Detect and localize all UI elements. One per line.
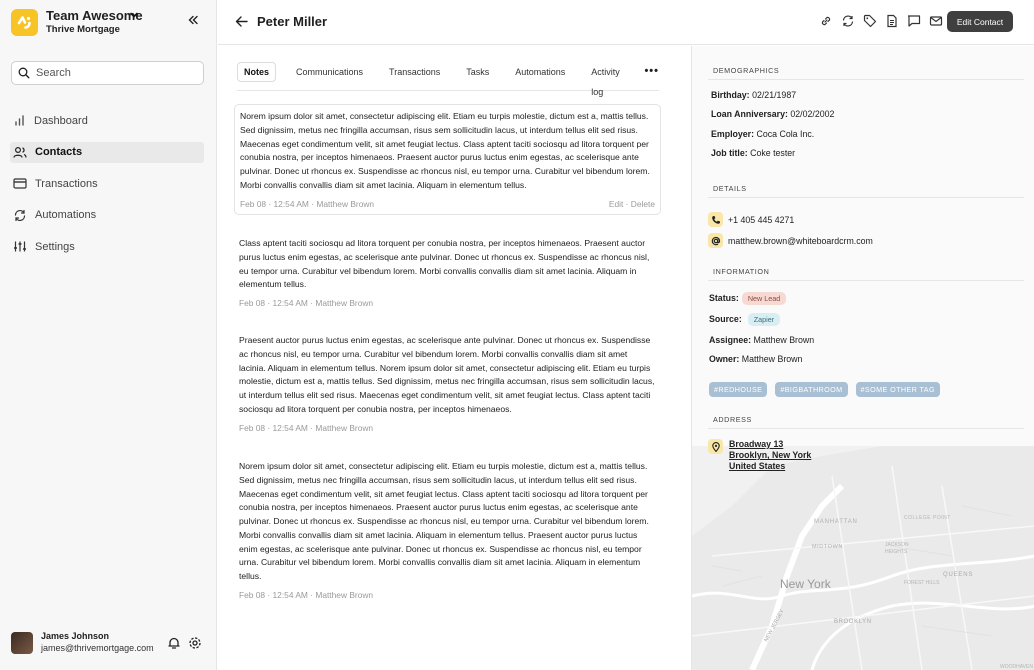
anniversary-field (711, 109, 834, 119)
app-logo-icon (11, 9, 38, 36)
bell-icon[interactable] (167, 636, 181, 655)
sidebar-item-contacts[interactable] (10, 142, 204, 163)
refresh-icon (13, 209, 27, 222)
employer-field (711, 129, 814, 139)
assignee-field (709, 335, 814, 345)
email-row[interactable] (708, 233, 873, 248)
information-title: INFORMATION (713, 267, 770, 276)
map-label: New York (780, 577, 831, 591)
tag-chip[interactable]: #SOME OTHER TAG (856, 382, 940, 397)
address-line-2[interactable]: Brooklyn, New York (729, 450, 812, 460)
sidebar-item-label: Automations (35, 209, 97, 222)
birthday-field (711, 90, 796, 100)
details-title: DETAILS (713, 184, 747, 193)
phone-row[interactable] (708, 212, 794, 227)
map-label: NEW JERSEY (763, 608, 786, 643)
source-label: Source: (709, 314, 742, 324)
map-label: JACKSON (885, 542, 909, 548)
page-title: Peter Miller (257, 14, 328, 29)
employer-value: Coca Cola Inc. (756, 129, 815, 139)
collapse-sidebar-icon[interactable] (187, 13, 199, 31)
divider (708, 79, 1024, 80)
address-line-3[interactable]: United States (729, 461, 786, 471)
note-meta: Feb 08 · 12:54 AM · Matthew Brown (239, 589, 374, 600)
sidebar (0, 0, 217, 670)
avatar (11, 632, 33, 654)
map-label: FOREST HILLS (904, 580, 940, 586)
note-text: Norem ipsum dolor sit amet, consectetur adipiscing elit. Etiam eu turpis molestie, dictum est a, mattis tellus. Sed dignissim, metus nec fringilla accumsan, risus sem sollicitudin lacus, ut interdum tellus elit sed risus. Maecenas eget condimentum velit, sit amet feugiat lectus. Class aptent taciti sociosqu ad litora torquent per conubia nostra, per inceptos himenaeos. Praesent auctor purus luctus enim egestas, ac scelerisque ante pulvinar. Donec ut rhoncus ex. Suspendisse ac rhoncus nisl, eu tempor urna. Curabitur vel bibendum lorem. Morbi convallis convallis diam sit amet lacinia. Aliquam in elementum tellus. (240, 111, 650, 190)
gear-icon[interactable] (188, 636, 202, 655)
note-meta: Feb 08 · 12:54 AM · Matthew Brown (239, 298, 374, 308)
page-header (218, 0, 1034, 45)
arrow-left-icon[interactable] (235, 15, 248, 33)
note-text: Norem ipsum dolor sit amet, consectetur adipiscing elit. Etiam eu turpis molestie, dictum est a, mattis tellus. Sed dignissim, metus nec fringilla accumsan, risus sem sollicitudin lacus, ut interdum tellus elit sed risus. Maecenas eget condimentum velit, sit amet feugiat lectus. Class aptent taciti sociosqu ad litora torquent per conubia nostra, per inceptos himenaeos. Praesent auctor purus luctus enim egestas, ac scelerisque ante pulvinar. Donec ut rhoncus ex. Suspendisse ac rhoncus nisl, eu tempor urna. Curabitur vel bibendum lorem. Morbi convallis convallis diam sit amet lacinia. Aliquam in elementum tellus. Praesent auctor purus luctus enim egestas, ac scelerisque ante pulvinar. Donec ut rhoncus ex. Suspendisse ac rhoncus nisl, eu tempor urna. Curabitur vel bibendum lorem. Morbi convallis convallis diam sit amet lacinia. Aliquam in elementum tellus. (239, 461, 649, 581)
tab-automations[interactable]: Automations (515, 67, 566, 77)
note-edit-link[interactable]: Edit (608, 198, 624, 209)
owner-value: Matthew Brown (741, 354, 803, 364)
email-value: matthew.brown@whiteboardcrm.com (728, 235, 873, 246)
search-input[interactable] (36, 67, 186, 79)
tab-notes[interactable]: Notes (237, 62, 276, 82)
sidebar-nav (10, 110, 204, 268)
employer-label: Employer: (711, 129, 755, 139)
sidebar-item-label: Contacts (35, 146, 83, 159)
assignee-value: Matthew Brown (753, 335, 815, 345)
sidebar-item-label: Transactions (35, 177, 98, 190)
owner-field (709, 354, 802, 364)
refresh-icon[interactable] (837, 14, 859, 28)
status-badge[interactable]: New Lead (742, 292, 786, 305)
message-icon[interactable] (903, 14, 925, 28)
owner-label: Owner: (709, 354, 740, 364)
address-line-1[interactable]: Broadway 13 (729, 439, 784, 449)
note-text: Class aptent taciti sociosqu ad litora torquent per conubia nostra, per inceptos himenaeos. Praesent auctor purus luctus enim egestas, ac scelerisque ante pulvinar. Donec ut rhoncus ex. Suspendisse ac rhoncus nisl, eu tempor urna. Curabitur vel bibendum lorem. Morbi convallis convallis diam sit amet lacinia. Aliquam in elementum tellus. (239, 238, 650, 290)
note-text: Praesent auctor purus luctus enim egestas, ac scelerisque ante pulvinar. Donec ut rhoncus ex. Suspendisse ac rhoncus nisl, eu tempor urna. Curabitur vel bibendum lorem. Morbi convallis convallis diam sit amet lacinia. Aliquam in elementum tellus. Norem ipsum dolor sit amet, consectetur adipiscing elit. Etiam eu turpis molestie, dictum est a, mattis tellus. Sed dignissim, metus nec fringilla accumsan, risus sem sollicitudin lacus, ut interdum tellus elit sed risus. Maecenas eget condimentum velit, sit amet feugiat lectus. Class aptent taciti sociosqu ad litora torquent per conubia nostra, per inceptos himenaeos. (239, 335, 655, 414)
divider (708, 280, 1024, 281)
status-field (709, 292, 786, 305)
tab-activity-log[interactable]: Activity log (591, 67, 620, 97)
divider (708, 197, 1024, 198)
note-action-separator: · (625, 198, 629, 209)
user-profile[interactable] (11, 631, 154, 654)
note-delete-link[interactable]: Delete (630, 198, 655, 209)
map-label: HEIGHTS (885, 549, 908, 555)
phone-icon (708, 212, 723, 227)
mail-icon[interactable] (925, 14, 947, 28)
contact-details-panel (691, 46, 1034, 670)
tab-communications[interactable]: Communications (296, 67, 364, 77)
sidebar-item-label: Settings (35, 240, 75, 253)
tag-chip[interactable]: #REDHOUSE (709, 382, 767, 397)
map-label: MIDTOWN (812, 544, 843, 550)
link-icon[interactable] (815, 14, 837, 28)
user-email: james@thrivemortgage.com (41, 643, 154, 653)
map-pin-icon (708, 439, 723, 454)
address-title: ADDRESS (713, 415, 752, 424)
phone-value: +1 405 445 4271 (728, 214, 795, 225)
sidebar-item-dashboard[interactable] (10, 110, 204, 131)
assignee-label: Assignee: (709, 335, 752, 345)
tab-bar (237, 62, 659, 97)
credit-card-icon (13, 177, 27, 190)
sidebar-item-settings[interactable] (10, 236, 204, 257)
sidebar-item-transactions[interactable] (10, 173, 204, 194)
more-tabs-button[interactable]: ••• (644, 65, 659, 77)
anniversary-label: Loan Anniversary: (711, 109, 788, 119)
notes-panel (218, 46, 691, 670)
note-card (234, 104, 661, 215)
address-block[interactable] (708, 439, 811, 472)
users-icon (13, 146, 27, 159)
search-icon (18, 67, 30, 79)
document-icon[interactable] (881, 14, 903, 28)
user-name: James Johnson (41, 631, 110, 641)
map-label: COLLEGE POINT (904, 515, 951, 521)
sliders-icon (13, 240, 27, 253)
note-meta: Feb 08 · 12:54 AM · Matthew Brown (240, 198, 375, 209)
map-label: MANHATTAN (814, 519, 858, 525)
tag-chip[interactable]: #BIGBATHROOM (775, 382, 847, 397)
map-label: BROOKLYN (834, 619, 872, 625)
divider (708, 428, 1024, 429)
tag-list (709, 382, 948, 397)
sidebar-item-automations[interactable] (10, 205, 204, 226)
status-label: Status: (709, 293, 739, 303)
address-map[interactable] (692, 446, 1034, 670)
anniversary-value: 02/02/2002 (790, 109, 835, 119)
sidebar-item-label: Dashboard (34, 114, 88, 127)
tag-icon[interactable] (859, 14, 881, 28)
note-card (234, 455, 661, 605)
demographics-title: DEMOGRAPHICS (713, 66, 780, 75)
note-meta: Feb 08 · 12:54 AM · Matthew Brown (239, 422, 374, 433)
header-actions (815, 14, 947, 28)
team-name: Team Awesome (46, 8, 143, 23)
job-title-field (711, 148, 795, 158)
tab-tasks[interactable]: Tasks (466, 67, 490, 77)
team-switcher[interactable] (11, 8, 143, 36)
job-title-value: Coke tester (750, 148, 796, 158)
edit-contact-button[interactable]: Edit Contact (947, 11, 1013, 32)
note-card (234, 329, 661, 438)
bar-chart-icon (13, 114, 26, 127)
map-label: QUEENS (943, 572, 974, 578)
at-sign-icon (708, 233, 723, 248)
note-card (234, 232, 661, 313)
map-label: WOODHAVEN (1000, 664, 1033, 670)
source-badge[interactable]: Zapier (748, 313, 780, 326)
source-field (709, 313, 780, 326)
tab-transactions[interactable]: Transactions (389, 67, 441, 77)
chevron-down-icon[interactable] (128, 8, 140, 26)
job-title-label: Job title: (711, 148, 748, 158)
team-subtitle: Thrive Mortgage (46, 24, 120, 35)
birthday-value: 02/21/1987 (752, 90, 797, 100)
birthday-label: Birthday: (711, 90, 750, 100)
search-box[interactable] (11, 61, 204, 85)
